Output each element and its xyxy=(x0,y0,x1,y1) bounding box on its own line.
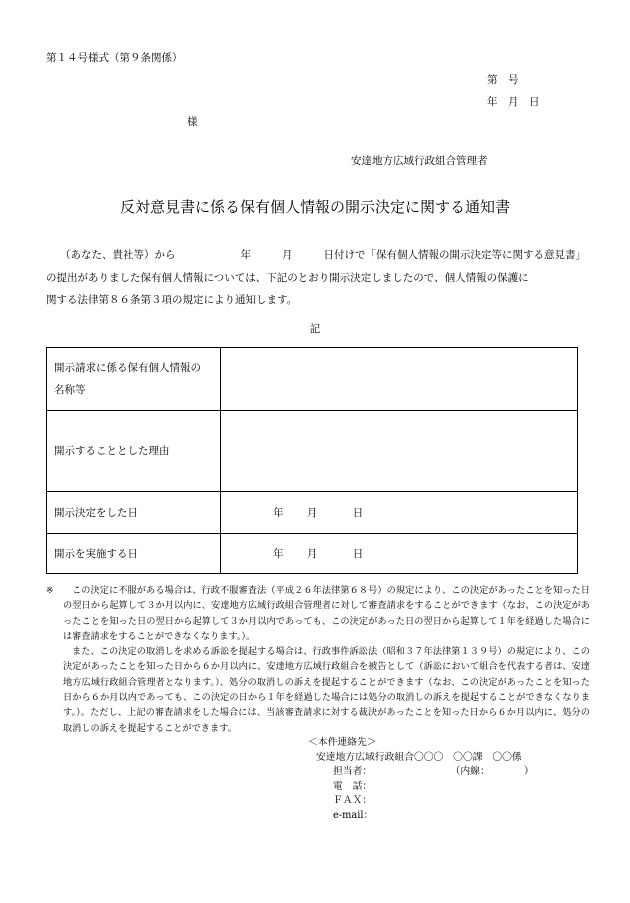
table-row xyxy=(47,411,578,492)
notes-section xyxy=(46,583,590,736)
note-mark: ※ xyxy=(46,585,54,596)
contact-phone: 電 話： xyxy=(333,780,373,792)
date-year: 年 xyxy=(273,548,284,560)
contact-email: e-mail： xyxy=(333,809,374,821)
row-value-decision-date xyxy=(221,492,578,534)
date-year: 年 xyxy=(273,507,284,519)
date-month: 月 xyxy=(306,548,318,560)
contact-person: 担当者： （内線： ） xyxy=(333,766,534,778)
table-row xyxy=(47,348,578,411)
body-line1-a: （あなた、貴社等）から xyxy=(60,249,176,261)
issue-number-label: 第 号 xyxy=(487,74,519,86)
row-label-reason: 開示することとした理由 xyxy=(47,411,221,492)
date-day: 日 xyxy=(352,548,364,560)
row-value-implementation-date xyxy=(221,534,578,574)
row-label-implementation-date: 開示を実施する日 xyxy=(47,534,221,574)
body-line1-month: 月 xyxy=(282,249,293,261)
date-month: 月 xyxy=(306,507,318,519)
row-value-info-name xyxy=(221,348,578,411)
contact-block xyxy=(308,736,534,824)
contact-header: ＜本件連絡先＞ xyxy=(308,737,377,748)
body-line2: の提出がありました保有個人情報については、下記のとおり開示決定しましたので、個人情報の保護に xyxy=(46,271,529,284)
recipient-suffix: 様 xyxy=(187,116,198,128)
ki-label: 記 xyxy=(309,323,321,335)
info-table xyxy=(46,347,578,574)
note-paragraph-lawsuit: また、この決定の取消しを求める訴訟を提起する場合は、行政事件訴訟法（昭和３７年法律第１３９号）の規定により、この決定があったことを知った日から６か月以内に、安達地方広域行政組合を被告として（訴訟において組合を代表する者は、安達地方広域行政組合管理者となります。）、処分の取消しの訴えを提起することができます（なお、この決定があったことを知った日から６か月以内であっても、この決定の日から１年を経過した場合には処分の取消しの訴えを提起することができなくなります。）。ただし、上記の審査請求をした場合には、当該審査請求に対する裁決があったことを知った日から６か月以内に、処分の取消しの訴えを提起することができます。 xyxy=(63,646,590,734)
body-line-3 xyxy=(46,289,586,312)
body-line-1 xyxy=(46,244,586,267)
form-number: 第１４号様式（第９条関係） xyxy=(46,52,183,64)
issue-date-label: 年 月 日 xyxy=(487,96,540,108)
note-paragraph-appeal: この決定に不服がある場合は、行政不服審査法（平成２６年法律第６８号）の規定により、この決定があったことを知った日の翌日から起算して３か月以内に、安達地方広域行政組合管理者に対して審査請求をすることができます（なお、この決定があったことを知った日の翌日から起算して３か月以内であっても、この決定があった日の翌日から起算して１年を経過した場合には審査請求をすることができなくなります。）。 xyxy=(63,585,590,642)
row-value-reason xyxy=(221,411,578,492)
issuer-name: 安達地方広域行政組合管理者 xyxy=(351,155,488,167)
row-label-decision-date: 開示決定をした日 xyxy=(47,492,221,534)
body-line1-d: 日付けで「保有個人情報の開示決定等に関する意見書」 xyxy=(323,249,586,261)
body-line-2 xyxy=(46,267,586,290)
date-day: 日 xyxy=(352,507,364,519)
contact-fax: ＦＡＸ： xyxy=(333,795,373,807)
contact-org: 安達地方広域行政組合〇〇〇 〇〇課 〇〇係 xyxy=(316,751,522,763)
body-text xyxy=(46,244,586,312)
table-row xyxy=(47,534,578,574)
body-line3: 関する法律第８６条第３項の規定により通知します。 xyxy=(46,294,298,306)
row-label-text: 開示請求に係る保有個人情報の名称等 xyxy=(54,362,201,396)
row-label-info-name xyxy=(47,348,221,411)
body-line1-year: 年 xyxy=(240,249,251,261)
table-row xyxy=(47,492,578,534)
document-title: 反対意見書に係る保有個人情報の開示決定に関する通知書 xyxy=(119,198,510,216)
